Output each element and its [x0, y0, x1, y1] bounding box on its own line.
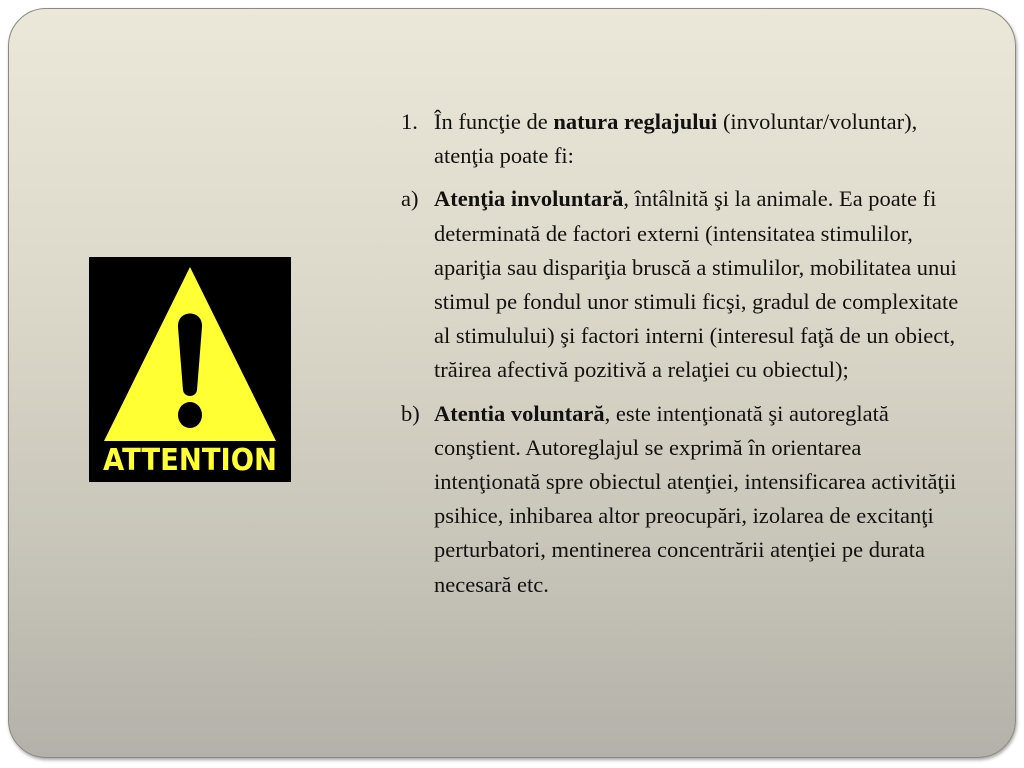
item-text-prefix: În funcţie de — [434, 109, 554, 134]
item-bold-term: Atenţia involuntară — [434, 186, 624, 212]
slide — [8, 8, 1016, 758]
list-marker: b) — [401, 400, 420, 426]
attention-label: ATTENTION — [103, 443, 277, 478]
warning-icon — [89, 257, 291, 482]
list-item — [401, 105, 973, 173]
list-marker: a) — [401, 186, 419, 212]
exclamation-dot — [178, 402, 202, 428]
item-bold-term: Atentia voluntară — [434, 400, 605, 426]
list-item — [401, 182, 973, 387]
text-content — [401, 105, 973, 611]
item-text: , este intenţionată şi autoreglată conştient. Autoreglajul se exprimă în orientarea intenţionată spre obiectul atenţiei, intensificarea activităţii psihice, inhibarea altor preocupări, izolarea de excitanţi perturbatori, mentinerea concentrării atenţiei pe durata necesară etc. — [434, 400, 957, 597]
item-bold-term: natura reglajului — [553, 109, 718, 134]
item-text: (involuntar/voluntar), atenţia poate fi: — [434, 109, 918, 169]
list-marker: 1. — [401, 109, 418, 134]
list-item — [401, 397, 973, 602]
attention-sign-image — [89, 257, 291, 482]
item-text: , întâlnită şi la animale. Ea poate fi determinată de factori externi (intensitatea stimulilor, apariţia sau dispariţia bruscă a stimulilor, mobilitatea unui stimul pe fondul unor stimuli ficşi, gradul de complexitate al stimulului) şi factori interni (interesul faţă de un obiect, trăirea afectivă pozitivă a relaţiei cu obiectul); — [434, 186, 959, 383]
